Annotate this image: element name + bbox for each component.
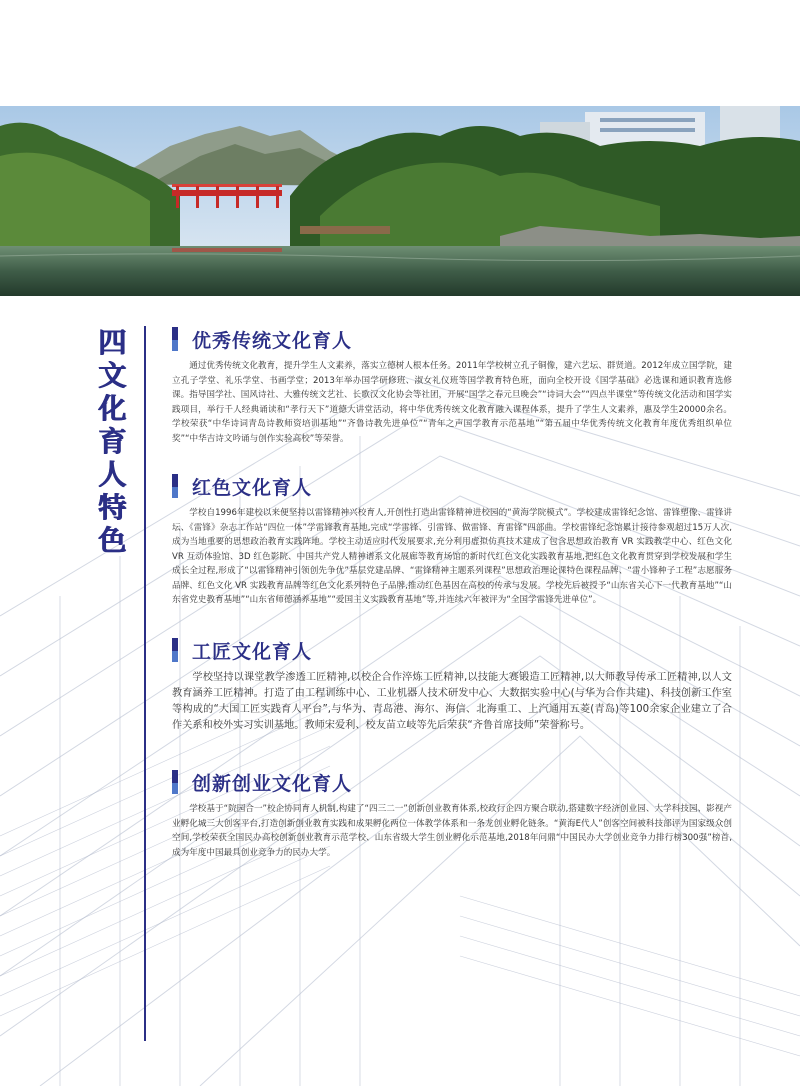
- section-title: 优秀传统文化育人: [192, 329, 353, 352]
- title-char: 色: [97, 524, 126, 557]
- title-char: 特: [97, 491, 126, 524]
- section-heading: [172, 325, 732, 353]
- vertical-page-title: [94, 326, 130, 557]
- section-body: 学校自1996年建校以来便坚持以雷锋精神兴校育人,开创性打造出雷锋精神进校园的“黄海学院模式”。学校建成雷锋纪念馆、雷锋塑像、雷锋讲坛、《雷锋》杂志工作站“四位一体”学雷锋教育基地,完成“学雷锋、引雷锋、做雷锋、育雷锋”四部曲。学校雷锋纪念馆累计接待参观超过15万人次,成为当地重要的思想政治教育实践阵地。学校主动适应时代发展要求,充分利用虚拟仿真技术建成了包含思想政治教育 VR 实践教学中心、红色文化 VR 互动体验馆、3D 红色影院、中国共产党人精神谱系文化展廊等教育场馆的新时代红色文化实践教育基地,把红色文化教育贯穿到学校发展和学生成长全过程,形成了“以雷锋精神引领创先争优”基层党建品牌、“雷锋精神主题系列课程”思想政治理论课特色课程品牌、“雷小锋种子工程”志愿服务品牌、红色文化 VR 实践教育品牌等红色文化系列特色子品牌,推动红色基因在高校的传承与发展。学校先后被授予“山东省关心下一代教育基地”“山东省党史教育基地”“山东省师德涵养基地”“爱国主义实践教育基地”等,并连续六年被评为“全国学雷锋先进单位”。: [172, 508, 732, 605]
- section-title: 工匠文化育人: [192, 640, 313, 663]
- section-heading: [172, 636, 732, 664]
- section-innovation-culture: [172, 768, 732, 860]
- title-char: 文: [97, 359, 126, 392]
- section-body: 学校坚持以课堂教学渗透工匠精神,以校企合作淬炼工匠精神,以技能大赛锻造工匠精神,以大师教导传承工匠精神,以人文教育涵养工匠精神。打造了由工程训练中心、工业机器人技术研发中心、大数据实验中心(与华为合作共建)、科技创新工作室等构成的“大国工匠实践育人平台”,与华为、青岛港、海尔、海信、北海重工、上汽通用五菱(青岛)等100余家企业建立了合作关系和校外实习实训基地。教师宋爱利、校友苗立岐等先后荣获“齐鲁首席技师”荣誉称号。: [172, 672, 732, 731]
- section-craftsman-culture: [172, 636, 732, 734]
- title-char: 人: [97, 458, 126, 491]
- section-body: 通过优秀传统文化教育，提升学生人文素养，落实立德树人根本任务。2011年学校树立孔子铜像，建六艺坛、群贤道。2012年成立国学院，建立孔子学堂、礼乐学堂、书画学堂；2013年举办国学研修班、淑女礼仪班等国学教育特色班，面向全校开设《国学基础》必选课和通识教育选修课。指导国学社、国风诗社、大雅传统文艺社、长歌汉文化协会等社团，开展“国学之春元旦晚会”“诗词大会”“四点半课堂”等传统文化活动和国学实践项目，举行千人经典诵读和“孝行天下”道德大讲堂活动，将中华优秀传统文化教育融入课程体系，提升了学生人文素养，惠及学生20000余名。学校荣获“中华诗词青岛诗教师资培训基地”“齐鲁诗教先进单位”“青年之声国学教育示范基地”“第五届中华优秀传统文化教育年度优秀组织单位奖”“中华吉诗文吟诵与创作实验高校”等荣誉。: [172, 361, 732, 444]
- title-char: 育: [97, 425, 126, 458]
- vertical-divider: [144, 326, 146, 1041]
- section-title: 红色文化育人: [192, 476, 313, 499]
- section-marker: [172, 638, 178, 662]
- section-marker: [172, 474, 178, 498]
- title-char: 化: [97, 392, 126, 425]
- section-marker: [172, 327, 178, 351]
- campus-landscape-photo: [0, 106, 800, 296]
- section-body: 学校基于“院园合一”校企协同育人机制,构建了“四三二一”创新创业教育体系,校政行企四方聚合联动,搭建数字经济创业园、大学科技园、影视产业孵化城三大创客平台,打造创新创业教育实践和成果孵化两位一体教学体系和一条龙创业孵化链条。“黄海E代人”创客空间被科技部评为国家级众创空间,学校荣获全国民办高校创新创业教育示范学校、山东省级大学生创业孵化示范基地,2018年问鼎“中国民办大学创业竞争力排行榜300强”榜首,成为年度中国最具创业竞争力的民办大学。: [172, 804, 732, 858]
- section-marker: [172, 770, 178, 794]
- title-char: 四: [97, 326, 126, 359]
- section-traditional-culture: [172, 325, 732, 446]
- section-heading: [172, 768, 732, 796]
- section-heading: [172, 472, 732, 500]
- section-title: 创新创业文化育人: [192, 772, 353, 795]
- section-red-culture: [172, 472, 732, 608]
